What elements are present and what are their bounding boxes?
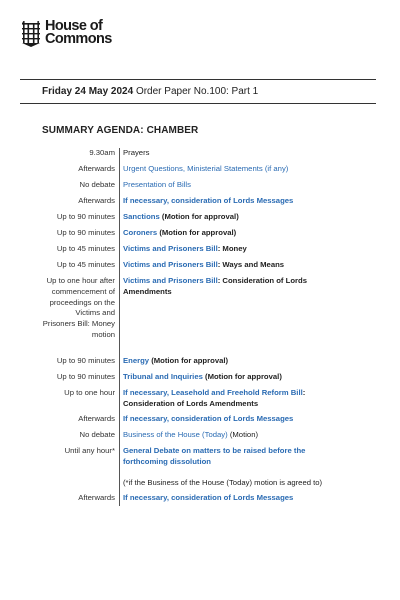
agenda-time: Up to one hour bbox=[64, 388, 115, 397]
agenda-item-text: (Motion for approval) bbox=[159, 212, 239, 221]
agenda-divider bbox=[119, 148, 120, 506]
agenda-time: Afterwards bbox=[78, 414, 115, 423]
agenda-item-link[interactable]: Presentation of Bills bbox=[123, 180, 191, 189]
header-paper: Order Paper No.100: Part 1 bbox=[133, 86, 259, 97]
agenda-time: Up to 90 minutes bbox=[56, 212, 115, 221]
agenda-time: Afterwards bbox=[78, 164, 115, 173]
agenda-time: Afterwards bbox=[78, 196, 115, 205]
agenda-item bbox=[123, 260, 351, 271]
portcullis-icon bbox=[20, 21, 42, 47]
agenda-item-text: (Motion) bbox=[227, 430, 259, 439]
agenda-item bbox=[123, 244, 351, 255]
agenda-item bbox=[123, 228, 351, 239]
agenda-time: No debate bbox=[79, 430, 115, 439]
agenda-time: 9.30am bbox=[89, 148, 115, 157]
agenda-time: Up to 90 minutes bbox=[56, 372, 115, 381]
agenda-item bbox=[123, 196, 351, 207]
agenda-item-text: : Ways and Means bbox=[217, 260, 285, 269]
agenda-item-text: Prayers bbox=[123, 148, 150, 157]
agenda-item bbox=[123, 164, 351, 175]
header-bottom-rule bbox=[20, 103, 376, 104]
order-paper-header bbox=[42, 86, 258, 97]
agenda-item bbox=[123, 493, 351, 504]
agenda-time: No debate bbox=[79, 180, 115, 189]
agenda-item bbox=[123, 430, 351, 441]
section-title: SUMMARY AGENDA: CHAMBER bbox=[42, 125, 199, 136]
agenda-item-link[interactable]: Victims and Prisoners Bill bbox=[123, 244, 218, 253]
agenda-item-link[interactable]: Urgent Questions, Ministerial Statements (if any) bbox=[123, 164, 289, 173]
agenda-item-text: (*if the Business of the House (Today) motion is agreed to) bbox=[123, 478, 323, 487]
agenda-item bbox=[123, 446, 351, 468]
agenda-time: Up to 45 minutes bbox=[56, 260, 115, 269]
agenda-item bbox=[123, 148, 351, 159]
header-top-rule bbox=[20, 79, 376, 80]
agenda-item-text: (Motion for approval) bbox=[149, 356, 229, 365]
agenda-item-link[interactable]: If necessary, Leasehold and Freehold Reform Bill bbox=[123, 388, 303, 397]
agenda-item-text: : Consideration of Lords Amendments bbox=[123, 276, 307, 296]
agenda-item-link[interactable]: Sanctions bbox=[123, 212, 160, 221]
agenda-item-link[interactable]: Coroners bbox=[123, 228, 158, 237]
agenda-time: Up to 45 minutes bbox=[56, 244, 115, 253]
logo-line-1: House of bbox=[45, 18, 103, 34]
agenda-item bbox=[123, 414, 351, 425]
agenda-item bbox=[123, 478, 351, 489]
agenda-item-text: (Motion for approval) bbox=[157, 228, 237, 237]
logo-line-2: Commons bbox=[45, 31, 112, 47]
agenda-item bbox=[123, 212, 351, 223]
house-of-commons-logo bbox=[20, 20, 112, 47]
agenda-item-link[interactable]: If necessary, consideration of Lords Messages bbox=[123, 196, 294, 205]
agenda-item bbox=[123, 356, 351, 367]
agenda-item-link[interactable]: General Debate on matters to be raised before the forthcoming dissolution bbox=[123, 446, 306, 466]
agenda-item-text: (Motion for approval) bbox=[202, 372, 282, 381]
agenda-item-link[interactable]: If necessary, consideration of Lords Messages bbox=[123, 493, 294, 502]
agenda-item-link[interactable]: Tribunal and Inquiries bbox=[123, 372, 203, 381]
agenda-item bbox=[123, 388, 351, 410]
agenda-time: Until any hour* bbox=[64, 446, 115, 455]
logo-wordmark bbox=[45, 20, 112, 46]
header-date: Friday 24 May 2024 bbox=[42, 86, 134, 97]
agenda-item bbox=[123, 372, 351, 383]
agenda-item-link[interactable]: Victims and Prisoners Bill bbox=[123, 276, 218, 285]
agenda-time: Up to 90 minutes bbox=[56, 228, 115, 237]
agenda-item-link[interactable]: Business of the House (Today) bbox=[123, 430, 228, 439]
agenda-item bbox=[123, 276, 351, 298]
agenda-time: Up to one hour after commencement of proceedings on the Victims and Prisoners Bill: Money motion bbox=[42, 276, 115, 339]
agenda-time: Up to 90 minutes bbox=[56, 356, 115, 365]
agenda-item-link[interactable]: If necessary, consideration of Lords Messages bbox=[123, 414, 294, 423]
agenda-item bbox=[123, 180, 351, 191]
agenda-item-link[interactable]: Energy bbox=[123, 356, 150, 365]
agenda-item-link[interactable]: Victims and Prisoners Bill bbox=[123, 260, 218, 269]
agenda-item-text: : Consideration of Lords Amendments bbox=[123, 388, 306, 408]
agenda-time: Afterwards bbox=[78, 493, 115, 502]
agenda-item-text: : Money bbox=[217, 244, 247, 253]
